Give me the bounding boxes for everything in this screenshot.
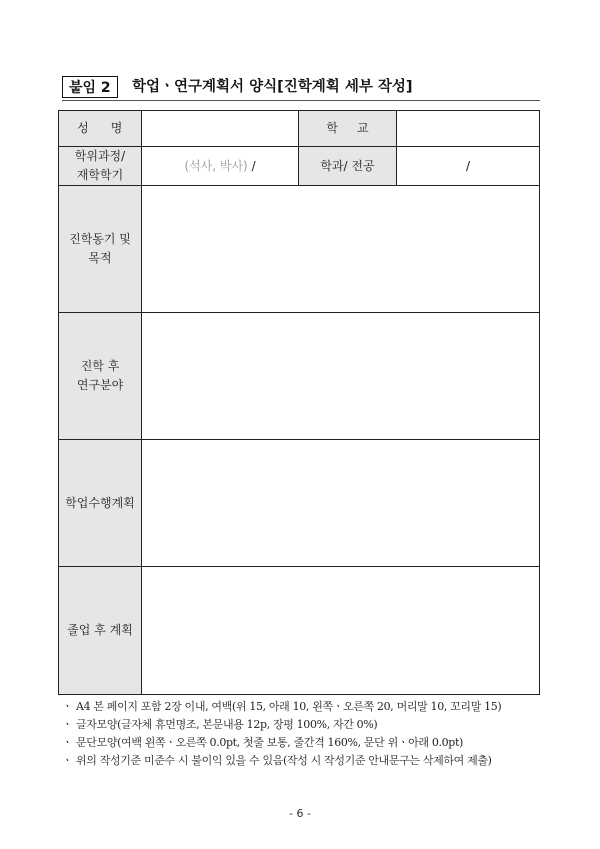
guideline-text: 문단모양(여백 왼쪽ㆍ오른쪽 0.0pt, 첫줄 보통, 줄간격 160%, 문단 위ㆍ아래 0.0pt): [76, 736, 463, 749]
motivation-label: [59, 186, 142, 313]
name-label-text: 성 명: [77, 121, 123, 135]
research-field[interactable]: [142, 313, 540, 440]
degree-slash: /: [251, 158, 256, 173]
bullet-icon: ㆍ: [62, 754, 73, 767]
name-field[interactable]: [142, 111, 299, 147]
dept-slash: /: [465, 158, 471, 173]
school-label-text: 학 교: [326, 121, 369, 135]
guideline-text: 글자모양(글자체 휴먼명조, 본문내용 12p, 장평 100%, 자간 0%): [76, 718, 378, 731]
guideline-text: A4 본 페이지 포함 2장 이내, 여백(위 15, 아래 10, 왼쪽ㆍ오른쪽 20, 머리말 10, 꼬리말 15): [76, 700, 502, 713]
degree-field[interactable]: [142, 147, 299, 186]
study-plan-field[interactable]: [142, 440, 540, 567]
form-row-research: [59, 313, 540, 440]
degree-label-line1: 학위과정/: [74, 149, 126, 163]
page-number: - 6 -: [289, 807, 311, 820]
dept-label: 학과/ 전공: [299, 147, 397, 186]
form-row-study-plan: [59, 440, 540, 567]
degree-label-line2: 재학학기: [76, 168, 124, 182]
dept-field[interactable]: [397, 147, 540, 186]
degree-hint: (석사, 박사): [184, 158, 248, 173]
bullet-icon: ㆍ: [62, 718, 73, 731]
degree-label: [59, 147, 142, 186]
study-plan-label: 학업수행계획: [59, 440, 142, 567]
bullet-icon: ㆍ: [62, 700, 73, 713]
motivation-label-line1: 진학동기 및: [69, 232, 131, 246]
guideline-text: 위의 작성기준 미준수 시 불이익 있을 수 있음(작성 시 작성기준 안내문구는 삭제하여 제출): [76, 754, 492, 767]
attachment-tag: 붙임 2: [62, 76, 118, 98]
form-row-motivation: [59, 186, 540, 313]
motivation-label-line2: 목적: [88, 251, 112, 265]
study-plan-form: [58, 110, 540, 695]
section-heading: [62, 76, 540, 101]
motivation-field[interactable]: [142, 186, 540, 313]
guideline-item: [62, 734, 542, 752]
post-grad-field[interactable]: [142, 567, 540, 695]
guideline-item: [62, 716, 542, 734]
research-label: [59, 313, 142, 440]
research-label-line1: 진학 후: [80, 359, 120, 373]
form-row-name: [59, 111, 540, 147]
page-title: 학업ㆍ연구계획서 양식[진학계획 세부 작성]: [132, 79, 413, 95]
post-grad-label: 졸업 후 계획: [59, 567, 142, 695]
research-label-line2: 연구분야: [76, 378, 124, 392]
form-row-degree: [59, 147, 540, 186]
form-row-post-grad: [59, 567, 540, 695]
school-label: [299, 111, 397, 147]
guideline-item: [62, 698, 542, 716]
guideline-item: [62, 752, 542, 770]
bullet-icon: ㆍ: [62, 736, 73, 749]
name-label: [59, 111, 142, 147]
school-field[interactable]: [397, 111, 540, 147]
writing-guidelines: [62, 698, 542, 770]
